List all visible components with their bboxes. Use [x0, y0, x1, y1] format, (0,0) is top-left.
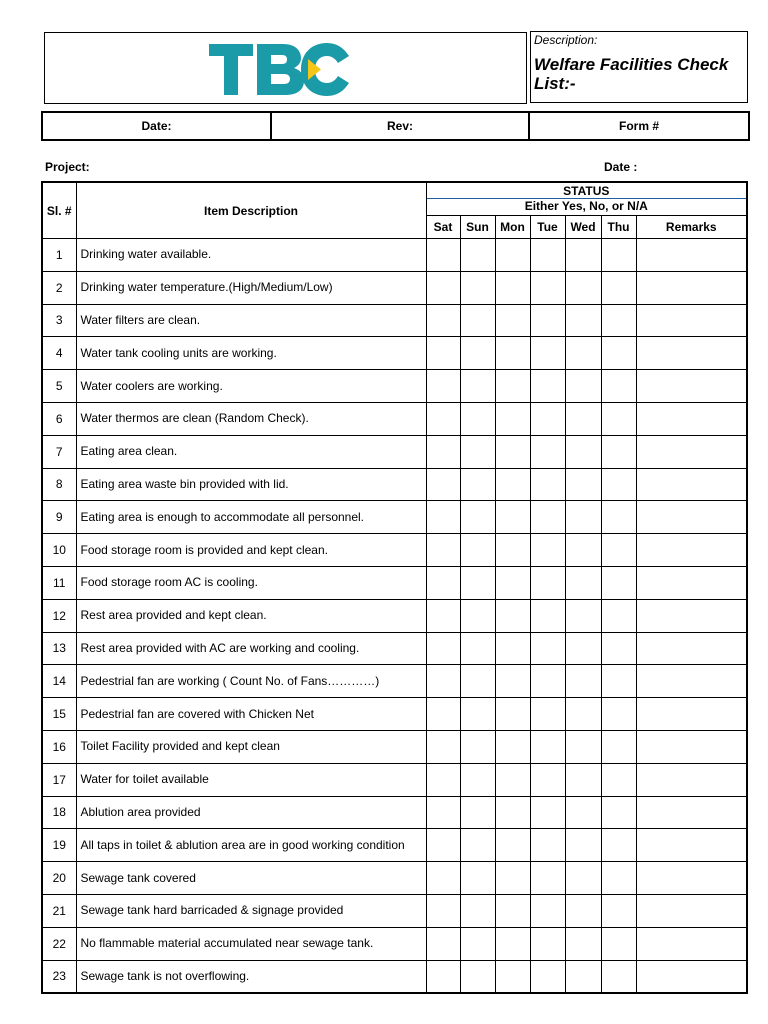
- remarks-cell[interactable]: [636, 763, 747, 796]
- item-description: Rest area provided and kept clean.: [76, 599, 426, 632]
- remarks-cell[interactable]: [636, 304, 747, 337]
- status-cell-thu[interactable]: [601, 796, 636, 829]
- status-cell-sat[interactable]: [426, 796, 460, 829]
- item-description: Water for toilet available: [76, 763, 426, 796]
- status-cell-tue[interactable]: [530, 534, 565, 567]
- table-row: [42, 632, 747, 665]
- table-row: [42, 665, 747, 698]
- status-cell-tue[interactable]: [530, 468, 565, 501]
- status-cell-sat[interactable]: [426, 534, 460, 567]
- status-cell-mon[interactable]: [495, 370, 530, 403]
- status-cell-mon[interactable]: [495, 960, 530, 993]
- table-row: [42, 796, 747, 829]
- status-cell-thu[interactable]: [601, 763, 636, 796]
- remarks-cell[interactable]: [636, 862, 747, 895]
- item-description: Drinking water available.: [76, 239, 426, 272]
- status-cell-thu[interactable]: [601, 927, 636, 960]
- status-cell-sat[interactable]: [426, 599, 460, 632]
- status-cell-tue[interactable]: [530, 763, 565, 796]
- item-description: Water thermos are clean (Random Check).: [76, 402, 426, 435]
- status-cell-thu[interactable]: [601, 862, 636, 895]
- status-cell-wed[interactable]: [565, 501, 601, 534]
- status-cell-sun[interactable]: [460, 862, 495, 895]
- status-cell-mon[interactable]: [495, 402, 530, 435]
- table-row: [42, 534, 747, 567]
- row-number: 7: [42, 435, 76, 468]
- table-row: [42, 337, 747, 370]
- item-description-header: Item Description: [76, 182, 426, 239]
- row-number: 1: [42, 239, 76, 272]
- status-cell-sat[interactable]: [426, 435, 460, 468]
- item-description: Food storage room AC is cooling.: [76, 566, 426, 599]
- status-cell-tue[interactable]: [530, 632, 565, 665]
- row-number: 22: [42, 927, 76, 960]
- status-cell-thu[interactable]: [601, 337, 636, 370]
- status-cell-mon[interactable]: [495, 894, 530, 927]
- description-cell: [529, 30, 749, 112]
- table-row: [42, 501, 747, 534]
- status-cell-thu[interactable]: [601, 501, 636, 534]
- status-cell-sun[interactable]: [460, 632, 495, 665]
- row-number: 10: [42, 534, 76, 567]
- status-cell-tue[interactable]: [530, 304, 565, 337]
- status-cell-thu[interactable]: [601, 665, 636, 698]
- remarks-cell[interactable]: [636, 927, 747, 960]
- status-cell-thu[interactable]: [601, 599, 636, 632]
- status-cell-sun[interactable]: [460, 960, 495, 993]
- status-cell-sat[interactable]: [426, 271, 460, 304]
- status-cell-wed[interactable]: [565, 960, 601, 993]
- status-cell-tue[interactable]: [530, 960, 565, 993]
- status-cell-tue[interactable]: [530, 665, 565, 698]
- status-cell-sat[interactable]: [426, 337, 460, 370]
- status-cell-thu[interactable]: [601, 960, 636, 993]
- status-cell-mon[interactable]: [495, 632, 530, 665]
- row-number: 9: [42, 501, 76, 534]
- status-cell-tue[interactable]: [530, 402, 565, 435]
- remarks-cell[interactable]: [636, 501, 747, 534]
- header-form-label: Form #: [529, 112, 749, 140]
- status-cell-sat[interactable]: [426, 927, 460, 960]
- remarks-cell[interactable]: [636, 894, 747, 927]
- status-cell-tue[interactable]: [530, 927, 565, 960]
- remarks-cell[interactable]: [636, 468, 747, 501]
- status-cell-sat[interactable]: [426, 566, 460, 599]
- row-number: 11: [42, 566, 76, 599]
- row-number: 15: [42, 698, 76, 731]
- table-row: [42, 566, 747, 599]
- status-cell-tue[interactable]: [530, 435, 565, 468]
- item-description: Food storage room is provided and kept clean.: [76, 534, 426, 567]
- remarks-cell[interactable]: [636, 370, 747, 403]
- table-row: [42, 829, 747, 862]
- status-cell-thu[interactable]: [601, 632, 636, 665]
- remarks-cell[interactable]: [636, 239, 747, 272]
- table-row: [42, 304, 747, 337]
- status-cell-wed[interactable]: [565, 435, 601, 468]
- status-cell-tue[interactable]: [530, 829, 565, 862]
- status-cell-sat[interactable]: [426, 501, 460, 534]
- item-description: Water coolers are working.: [76, 370, 426, 403]
- table-row: [42, 763, 747, 796]
- status-cell-mon[interactable]: [495, 566, 530, 599]
- status-cell-tue[interactable]: [530, 894, 565, 927]
- item-description: Sewage tank covered: [76, 862, 426, 895]
- status-cell-sat[interactable]: [426, 894, 460, 927]
- item-description: Water filters are clean.: [76, 304, 426, 337]
- status-cell-sat[interactable]: [426, 862, 460, 895]
- item-description: Eating area is enough to accommodate all personnel.: [76, 501, 426, 534]
- remarks-cell[interactable]: [636, 271, 747, 304]
- status-cell-tue[interactable]: [530, 239, 565, 272]
- status-cell-tue[interactable]: [530, 271, 565, 304]
- status-cell-mon[interactable]: [495, 829, 530, 862]
- status-cell-sat[interactable]: [426, 829, 460, 862]
- status-cell-thu[interactable]: [601, 304, 636, 337]
- sl-header: Sl. #: [42, 182, 76, 239]
- status-cell-sun[interactable]: [460, 370, 495, 403]
- status-cell-mon[interactable]: [495, 435, 530, 468]
- status-cell-sun[interactable]: [460, 304, 495, 337]
- table-row: [42, 271, 747, 304]
- logo-cell: [42, 30, 529, 112]
- day-header-wed: Wed: [565, 216, 601, 239]
- table-row: [42, 960, 747, 993]
- status-cell-thu[interactable]: [601, 402, 636, 435]
- logo-frame: [44, 32, 527, 104]
- description-frame: [530, 31, 748, 103]
- status-cell-wed[interactable]: [565, 698, 601, 731]
- status-subheader: Either Yes, No, or N/A: [426, 199, 747, 216]
- item-description: Sewage tank hard barricaded & signage provided: [76, 894, 426, 927]
- day-header-thu: Thu: [601, 216, 636, 239]
- status-cell-thu[interactable]: [601, 435, 636, 468]
- status-cell-mon[interactable]: [495, 796, 530, 829]
- row-number: 18: [42, 796, 76, 829]
- item-description: Toilet Facility provided and kept clean: [76, 730, 426, 763]
- status-cell-sun[interactable]: [460, 665, 495, 698]
- status-cell-wed[interactable]: [565, 730, 601, 763]
- status-cell-thu[interactable]: [601, 239, 636, 272]
- status-cell-sun[interactable]: [460, 468, 495, 501]
- status-cell-sun[interactable]: [460, 534, 495, 567]
- row-number: 21: [42, 894, 76, 927]
- form-header: [41, 30, 750, 141]
- status-cell-wed[interactable]: [565, 632, 601, 665]
- status-cell-wed[interactable]: [565, 796, 601, 829]
- status-cell-sun[interactable]: [460, 698, 495, 731]
- row-number: 3: [42, 304, 76, 337]
- status-cell-sun[interactable]: [460, 894, 495, 927]
- status-cell-tue[interactable]: [530, 337, 565, 370]
- remarks-cell[interactable]: [636, 698, 747, 731]
- status-cell-sat[interactable]: [426, 960, 460, 993]
- status-cell-wed[interactable]: [565, 829, 601, 862]
- item-description: Sewage tank is not overflowing.: [76, 960, 426, 993]
- status-cell-sun[interactable]: [460, 829, 495, 862]
- status-cell-mon[interactable]: [495, 927, 530, 960]
- status-cell-thu[interactable]: [601, 370, 636, 403]
- status-cell-wed[interactable]: [565, 337, 601, 370]
- status-cell-wed[interactable]: [565, 894, 601, 927]
- status-cell-tue[interactable]: [530, 370, 565, 403]
- status-header: STATUS: [426, 182, 747, 199]
- checklist-table: [41, 181, 748, 994]
- item-description: Eating area waste bin provided with lid.: [76, 468, 426, 501]
- table-row: [42, 402, 747, 435]
- item-description: No flammable material accumulated near sewage tank.: [76, 927, 426, 960]
- description-label: Description:: [534, 33, 598, 47]
- row-number: 19: [42, 829, 76, 862]
- status-cell-mon[interactable]: [495, 337, 530, 370]
- day-header-mon: Mon: [495, 216, 530, 239]
- status-cell-wed[interactable]: [565, 566, 601, 599]
- remarks-cell[interactable]: [636, 796, 747, 829]
- logo-letter-t-stem: [224, 44, 238, 95]
- item-description: All taps in toilet & ablution area are in good working condition: [76, 829, 426, 862]
- status-cell-wed[interactable]: [565, 468, 601, 501]
- remarks-cell[interactable]: [636, 665, 747, 698]
- status-cell-tue[interactable]: [530, 566, 565, 599]
- status-cell-thu[interactable]: [601, 894, 636, 927]
- status-cell-thu[interactable]: [601, 730, 636, 763]
- row-number: 2: [42, 271, 76, 304]
- status-cell-wed[interactable]: [565, 862, 601, 895]
- table-row: [42, 599, 747, 632]
- item-description: Eating area clean.: [76, 435, 426, 468]
- row-number: 6: [42, 402, 76, 435]
- remarks-cell[interactable]: [636, 566, 747, 599]
- status-cell-sun[interactable]: [460, 271, 495, 304]
- status-cell-thu[interactable]: [601, 534, 636, 567]
- status-cell-wed[interactable]: [565, 927, 601, 960]
- status-cell-mon[interactable]: [495, 271, 530, 304]
- remarks-cell[interactable]: [636, 402, 747, 435]
- status-cell-wed[interactable]: [565, 665, 601, 698]
- status-cell-mon[interactable]: [495, 501, 530, 534]
- logo-letter-b: [257, 44, 304, 95]
- status-cell-thu[interactable]: [601, 829, 636, 862]
- day-header-sat: Sat: [426, 216, 460, 239]
- remarks-cell[interactable]: [636, 599, 747, 632]
- status-cell-sat[interactable]: [426, 698, 460, 731]
- remarks-header: Remarks: [636, 216, 747, 239]
- status-cell-sat[interactable]: [426, 402, 460, 435]
- day-header-sun: Sun: [460, 216, 495, 239]
- status-cell-mon[interactable]: [495, 665, 530, 698]
- form-title: Welfare Facilities Check List:-: [534, 55, 729, 93]
- status-cell-wed[interactable]: [565, 239, 601, 272]
- status-cell-sun[interactable]: [460, 763, 495, 796]
- status-cell-thu[interactable]: [601, 566, 636, 599]
- row-number: 5: [42, 370, 76, 403]
- status-cell-sun[interactable]: [460, 566, 495, 599]
- table-row: [42, 468, 747, 501]
- status-cell-wed[interactable]: [565, 402, 601, 435]
- status-cell-sat[interactable]: [426, 632, 460, 665]
- status-cell-sat[interactable]: [426, 665, 460, 698]
- status-cell-sat[interactable]: [426, 370, 460, 403]
- item-description: Pedestrial fan are working ( Count No. of Fans…………): [76, 665, 426, 698]
- status-cell-wed[interactable]: [565, 599, 601, 632]
- status-cell-tue[interactable]: [530, 796, 565, 829]
- item-description: Pedestrial fan are covered with Chicken Net: [76, 698, 426, 731]
- status-cell-mon[interactable]: [495, 730, 530, 763]
- status-cell-mon[interactable]: [495, 534, 530, 567]
- row-number: 4: [42, 337, 76, 370]
- project-date-label: Date :: [604, 160, 638, 174]
- item-description: Drinking water temperature.(High/Medium/Low): [76, 271, 426, 304]
- table-row: [42, 370, 747, 403]
- status-cell-mon[interactable]: [495, 468, 530, 501]
- item-description: Rest area provided with AC are working and cooling.: [76, 632, 426, 665]
- row-number: 13: [42, 632, 76, 665]
- status-cell-sun[interactable]: [460, 337, 495, 370]
- table-row: [42, 894, 747, 927]
- status-cell-sun[interactable]: [460, 239, 495, 272]
- item-description: Ablution area provided: [76, 796, 426, 829]
- status-cell-sun[interactable]: [460, 730, 495, 763]
- table-row: [42, 927, 747, 960]
- remarks-cell[interactable]: [636, 730, 747, 763]
- item-description: Water tank cooling units are working.: [76, 337, 426, 370]
- status-cell-sun[interactable]: [460, 501, 495, 534]
- table-row: [42, 730, 747, 763]
- row-number: 8: [42, 468, 76, 501]
- status-cell-thu[interactable]: [601, 468, 636, 501]
- status-cell-wed[interactable]: [565, 271, 601, 304]
- status-cell-wed[interactable]: [565, 370, 601, 403]
- status-cell-mon[interactable]: [495, 304, 530, 337]
- project-label: Project:: [45, 160, 90, 174]
- status-cell-tue[interactable]: [530, 730, 565, 763]
- status-cell-mon[interactable]: [495, 862, 530, 895]
- status-cell-sat[interactable]: [426, 468, 460, 501]
- status-cell-mon[interactable]: [495, 763, 530, 796]
- table-row: [42, 435, 747, 468]
- status-cell-mon[interactable]: [495, 599, 530, 632]
- remarks-cell[interactable]: [636, 829, 747, 862]
- remarks-cell[interactable]: [636, 534, 747, 567]
- remarks-cell[interactable]: [636, 632, 747, 665]
- status-cell-wed[interactable]: [565, 304, 601, 337]
- day-header-tue: Tue: [530, 216, 565, 239]
- status-cell-sun[interactable]: [460, 435, 495, 468]
- row-number: 12: [42, 599, 76, 632]
- status-cell-sun[interactable]: [460, 927, 495, 960]
- header-date-label: Date:: [42, 112, 271, 140]
- row-number: 20: [42, 862, 76, 895]
- status-cell-mon[interactable]: [495, 239, 530, 272]
- status-cell-tue[interactable]: [530, 698, 565, 731]
- status-cell-sat[interactable]: [426, 239, 460, 272]
- status-cell-sun[interactable]: [460, 402, 495, 435]
- row-number: 23: [42, 960, 76, 993]
- status-cell-thu[interactable]: [601, 271, 636, 304]
- status-cell-sat[interactable]: [426, 730, 460, 763]
- remarks-cell[interactable]: [636, 960, 747, 993]
- status-cell-thu[interactable]: [601, 698, 636, 731]
- status-cell-sun[interactable]: [460, 796, 495, 829]
- table-row: [42, 862, 747, 895]
- remarks-cell[interactable]: [636, 337, 747, 370]
- status-cell-tue[interactable]: [530, 862, 565, 895]
- table-row: [42, 698, 747, 731]
- status-cell-mon[interactable]: [495, 698, 530, 731]
- row-number: 14: [42, 665, 76, 698]
- table-row: [42, 239, 747, 272]
- row-number: 16: [42, 730, 76, 763]
- company-logo: [207, 38, 357, 100]
- status-cell-wed[interactable]: [565, 763, 601, 796]
- status-cell-sat[interactable]: [426, 763, 460, 796]
- status-cell-sat[interactable]: [426, 304, 460, 337]
- status-cell-sun[interactable]: [460, 599, 495, 632]
- row-number: 17: [42, 763, 76, 796]
- status-cell-wed[interactable]: [565, 534, 601, 567]
- header-rev-label: Rev:: [271, 112, 529, 140]
- status-cell-tue[interactable]: [530, 501, 565, 534]
- remarks-cell[interactable]: [636, 435, 747, 468]
- status-cell-tue[interactable]: [530, 599, 565, 632]
